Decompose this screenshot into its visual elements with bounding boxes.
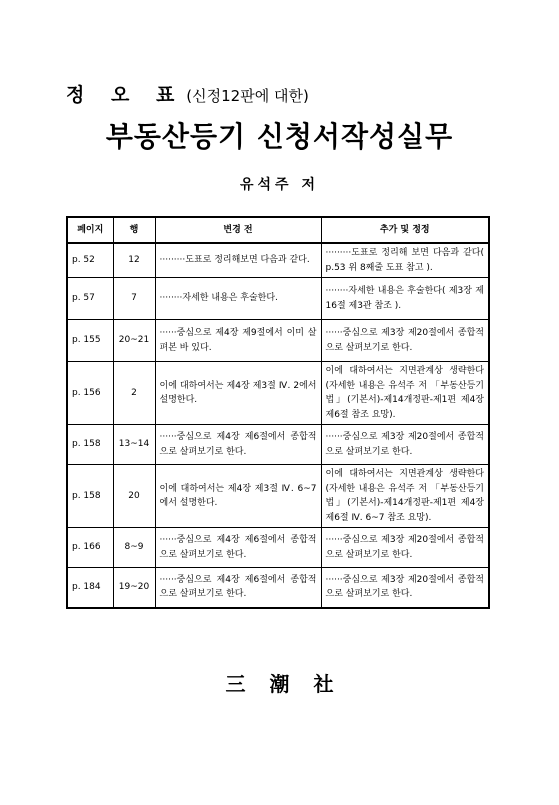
table-row [67,425,489,465]
table-row [67,528,489,568]
before-cell: 이에 대하여서는 제4장 제3절 Ⅳ. 2에서 설명한다. [155,362,321,425]
page-cell: p. 156 [67,362,113,425]
page-cell: p. 52 [67,243,113,278]
page-cell: p. 158 [67,425,113,465]
after-cell: ······중심으로 제3장 제20절에서 종합적으로 살펴보기로 한다. [321,528,489,568]
column-header-page: 페이지 [67,217,113,243]
line-cell: 7 [113,278,155,320]
table-header-row [67,217,489,243]
after-cell: 이에 대하여서는 지면관계상 생략한다 (자세한 내용은 유석주 저 「부동산등기법」(기본서)-제14개정판-제1편 제4장 제6절 Ⅳ. 6~7 참조 요망). [321,465,489,528]
edition-note: (신정12판에 대한) [186,87,309,105]
table-row [67,243,489,278]
before-cell: ······중심으로 제4장 제9절에서 이미 살펴본 바 있다. [155,320,321,362]
after-cell: ·········도표로 정리해 보면 다음과 같다( p.53 위 8째줄 도표 참고 ). [321,243,489,278]
errata-heading [66,80,309,107]
before-cell: 이에 대하여서는 제4장 제3절 Ⅳ. 6~7 에서 설명한다. [155,465,321,528]
page-cell: p. 155 [67,320,113,362]
before-cell: ······중심으로 제4장 제6절에서 종합적으로 살펴보기로 한다. [155,425,321,465]
after-cell: ········자세한 내용은 후술한다( 제3장 제16절 제3관 참조 ). [321,278,489,320]
line-cell: 13~14 [113,425,155,465]
page-cell: p. 158 [67,465,113,528]
line-cell: 20~21 [113,320,155,362]
table-row [67,278,489,320]
table-row [67,362,489,425]
line-cell: 2 [113,362,155,425]
after-cell: ······중심으로 제3장 제20절에서 종합적으로 살펴보기로 한다. [321,568,489,608]
page-cell: p. 166 [67,528,113,568]
table-row [67,320,489,362]
column-header-line: 행 [113,217,155,243]
before-cell: ······중심으로 제4장 제6절에서 종합적으로 살펴보기로 한다. [155,568,321,608]
before-cell: ·········도표로 정리해보면 다음과 같다. [155,243,321,278]
page-cell: p. 57 [67,278,113,320]
before-cell: ········자세한 내용은 후술한다. [155,278,321,320]
author-line: 유석주 저 [240,177,319,193]
line-cell: 20 [113,465,155,528]
after-cell: 이에 대하여서는 지면관계상 생략한다 (자세한 내용은 유석주 저 「부동산등기법」(기본서)-제14개정판-제1편 제4장 제6절 참조 요망). [321,362,489,425]
table-row [67,465,489,528]
after-cell: ······중심으로 제3장 제20절에서 종합적으로 살펴보기로 한다. [321,320,489,362]
column-header-after: 추가 및 정정 [321,217,489,243]
publisher-name: 三潮社 [225,672,358,696]
book-title: 부동산등기 신청서작성실무 [105,120,454,153]
errata-table [66,216,490,609]
line-cell: 12 [113,243,155,278]
column-header-before: 변경 전 [155,217,321,243]
table-row [67,568,489,608]
after-cell: ······중심으로 제3장 제20절에서 종합적으로 살펴보기로 한다. [321,425,489,465]
line-cell: 19~20 [113,568,155,608]
page-cell: p. 184 [67,568,113,608]
errata-label: 정 오 표 [66,84,185,106]
before-cell: ······중심으로 제4장 제6절에서 종합적으로 살펴보기로 한다. [155,528,321,568]
line-cell: 8~9 [113,528,155,568]
